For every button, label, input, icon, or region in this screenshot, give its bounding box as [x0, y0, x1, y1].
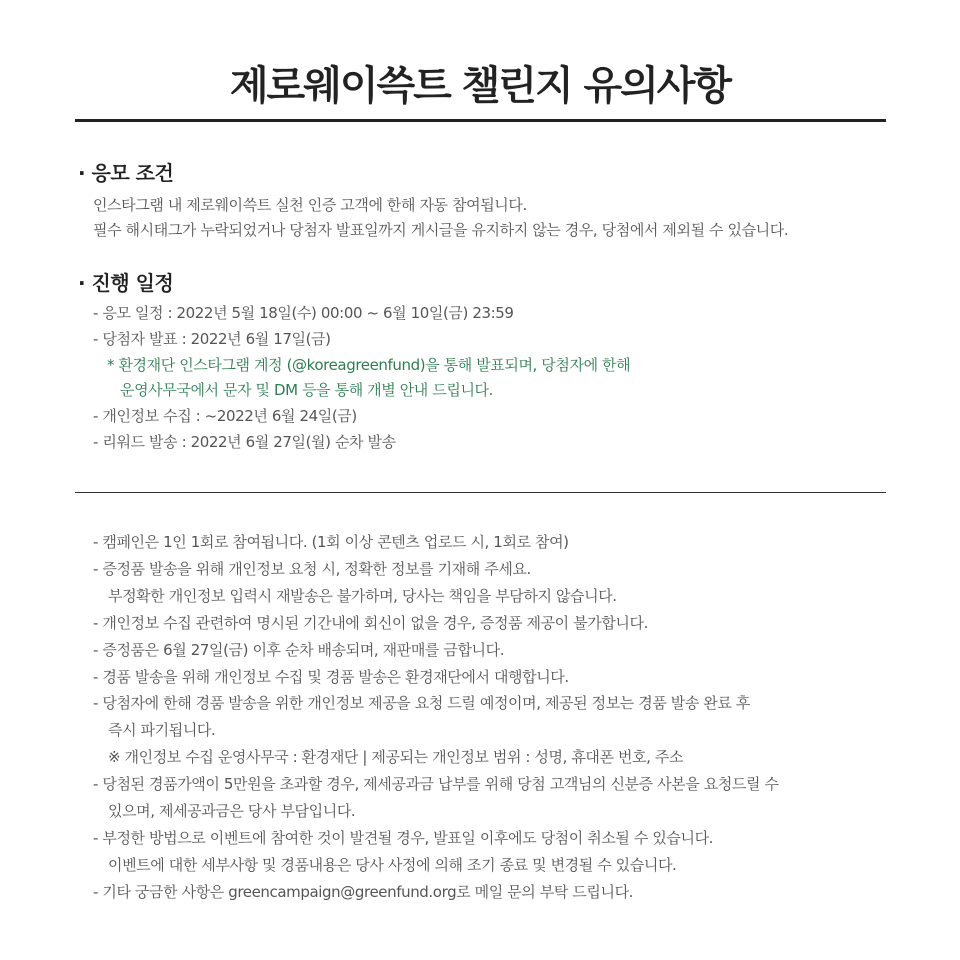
schedule-line: - 당첨자 발표 : 2022년 6월 17일(금) [93, 330, 331, 348]
schedule-note: * 환경재단 인스타그램 계정 (@koreagreenfund)을 통해 발표되며, 당첨자에 한해 [107, 356, 631, 374]
notes-line: - 캠페인은 1인 1회로 참여됩니다. (1회 이상 콘텐츠 업로드 시, 1회로 참여) [93, 533, 569, 551]
schedule-line: - 리워드 발송 : 2022년 6월 27일(월) 순차 발송 [93, 433, 396, 451]
schedule-line: - 개인정보 수집 : ~2022년 6월 24일(금) [93, 407, 357, 425]
notes-line: - 경품 발송을 위해 개인정보 수집 및 경품 발송은 환경재단에서 대행합니다. [93, 668, 569, 686]
notes-line: - 당첨된 경품가액이 5만원을 초과할 경우, 제세공과금 납부를 위해 당첨 고객님의 신분증 사본을 요청드릴 수 [93, 775, 779, 793]
notes-line: 즉시 파기됩니다. [108, 721, 216, 739]
title-divider [75, 119, 886, 122]
notes-line: 부정확한 개인정보 입력시 재발송은 불가하며, 당사는 책임을 부담하지 않습니다. [108, 587, 617, 605]
conditions-line: 필수 해시태그가 누락되었거나 당첨자 발표일까지 게시글을 유지하지 않는 경우, 당첨에서 제외될 수 있습니다. [93, 221, 789, 239]
notes-line: - 부정한 방법으로 이벤트에 참여한 것이 발견될 경우, 발표일 이후에도 당첨이 취소될 수 있습니다. [93, 829, 714, 847]
notes-line: - 기타 궁금한 사항은 greencampaign@greenfund.org로 메일 문의 부탁 드립니다. [93, 883, 634, 901]
notes-line: 이벤트에 대한 세부사항 및 경품내용은 당사 사정에 의해 조기 종료 및 변경될 수 있습니다. [108, 856, 677, 874]
conditions-heading: · 응모 조건 [78, 161, 174, 185]
schedule-note: 운영사무국에서 문자 및 DM 등을 통해 개별 안내 드립니다. [120, 381, 493, 399]
notes-line: ※ 개인정보 수집 운영사무국 : 환경재단 | 제공되는 개인정보 범위 : 성명, 휴대폰 번호, 주소 [108, 748, 684, 766]
notes-line: - 개인정보 수집 관련하여 명시된 기간내에 회신이 없을 경우, 증정품 제공이 불가합니다. [93, 614, 648, 632]
page-title: 제로웨이쓱트 챌린지 유의사항 [229, 63, 731, 109]
conditions-line: 인스타그램 내 제로웨이쓱트 실천 인증 고객에 한해 자동 참여됩니다. [93, 196, 527, 214]
notes-line: - 당첨자에 한해 경품 발송을 위한 개인정보 제공을 요청 드릴 예정이며, 제공된 정보는 경품 발송 완료 후 [93, 694, 750, 712]
section-divider [75, 492, 886, 493]
schedule-line: - 응모 일정 : 2022년 5월 18일(수) 00:00 ~ 6월 10일(금) 23:59 [93, 304, 514, 322]
schedule-heading: · 진행 일정 [78, 271, 174, 295]
notes-line: 있으며, 제세공과금은 당사 부담입니다. [108, 802, 356, 820]
notes-line: - 증정품은 6월 27일(금) 이후 순차 배송되며, 재판매를 금합니다. [93, 641, 505, 659]
notes-line: - 증정품 발송을 위해 개인정보 요청 시, 정확한 정보를 기재해 주세요. [93, 560, 531, 578]
